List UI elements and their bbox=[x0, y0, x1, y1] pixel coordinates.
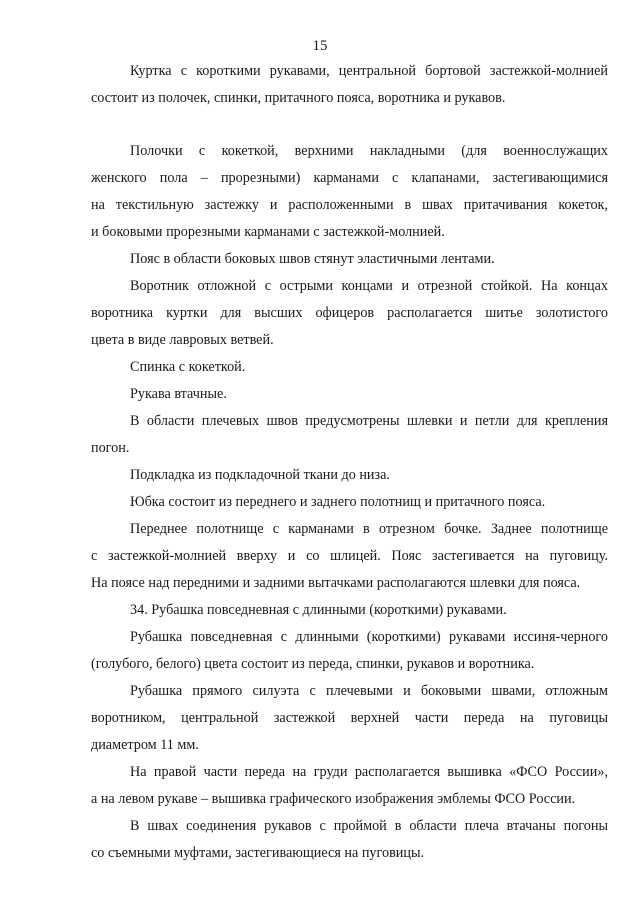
text-line: на текстильную застежку и расположенными в швах притачивания кокеток, bbox=[91, 197, 608, 213]
text-line: воротником, центральной застежкой верхней части переда на пуговицы bbox=[91, 710, 608, 726]
text-line: воротника куртки для высших офицеров располагается шитье золотистого bbox=[91, 305, 608, 321]
text-line: Подкладка из подкладочной ткани до низа. bbox=[130, 467, 390, 483]
text-line: Переднее полотнище с карманами в отрезном бочке. Заднее полотнище bbox=[130, 521, 608, 537]
text-line: состоит из полочек, спинки, притачного пояса, воротника и рукавов. bbox=[91, 90, 506, 106]
text-line: На правой части переда на груди располагается вышивка «ФСО России», bbox=[130, 764, 608, 780]
text-line: со съемными муфтами, застегивающиеся на пуговицы. bbox=[91, 845, 425, 861]
text-line: Рубашка повседневная с длинными (короткими) рукавами иссиня-черного bbox=[130, 629, 608, 645]
text-line: В швах соединения рукавов с проймой в области плеча втачаны погоны bbox=[130, 818, 608, 834]
text-line: Воротник отложной с острыми концами и отрезной стойкой. На концах bbox=[130, 278, 608, 294]
text-line: Куртка с короткими рукавами, центральной бортовой застежкой-молнией bbox=[130, 63, 608, 79]
text-line: Полочки с кокеткой, верхними накладными (для военнослужащих bbox=[130, 143, 608, 159]
text-line: диаметром 11 мм. bbox=[91, 737, 199, 753]
text-line: Рукава втачные. bbox=[130, 386, 227, 402]
text-line: и боковыми прорезными карманами с застежкой-молнией. bbox=[91, 224, 445, 240]
text-line: В области плечевых швов предусмотрены шлевки и петли для крепления bbox=[130, 413, 608, 429]
text-line: Пояс в области боковых швов стянут эластичными лентами. bbox=[130, 251, 495, 267]
text-line: с застежкой-молнией вверху и со шлицей. Пояс застегивается на пуговицу. bbox=[91, 548, 608, 564]
text-line: Юбка состоит из переднего и заднего полотнищ и притачного пояса. bbox=[130, 494, 546, 510]
page-number: 15 bbox=[312, 38, 328, 54]
text-line: а на левом рукаве – вышивка графического изображения эмблемы ФСО России. bbox=[91, 791, 576, 807]
text-line: Спинка с кокеткой. bbox=[130, 359, 246, 375]
text-line: женского пола – прорезными) карманами с клапанами, застегивающимися bbox=[91, 170, 608, 186]
text-line: (голубого, белого) цвета состоит из переда, спинки, рукавов и воротника. bbox=[91, 656, 535, 672]
text-line: цвета в виде лавровых ветвей. bbox=[91, 332, 274, 348]
section-heading: 34. Рубашка повседневная с длинными (короткими) рукавами. bbox=[130, 602, 507, 618]
text-line: погон. bbox=[91, 440, 130, 456]
text-line: Рубашка прямого силуэта с плечевыми и боковыми швами, отложным bbox=[130, 683, 608, 699]
text-line: На поясе над передними и задними вытачками располагаются шлевки для пояса. bbox=[91, 575, 581, 591]
